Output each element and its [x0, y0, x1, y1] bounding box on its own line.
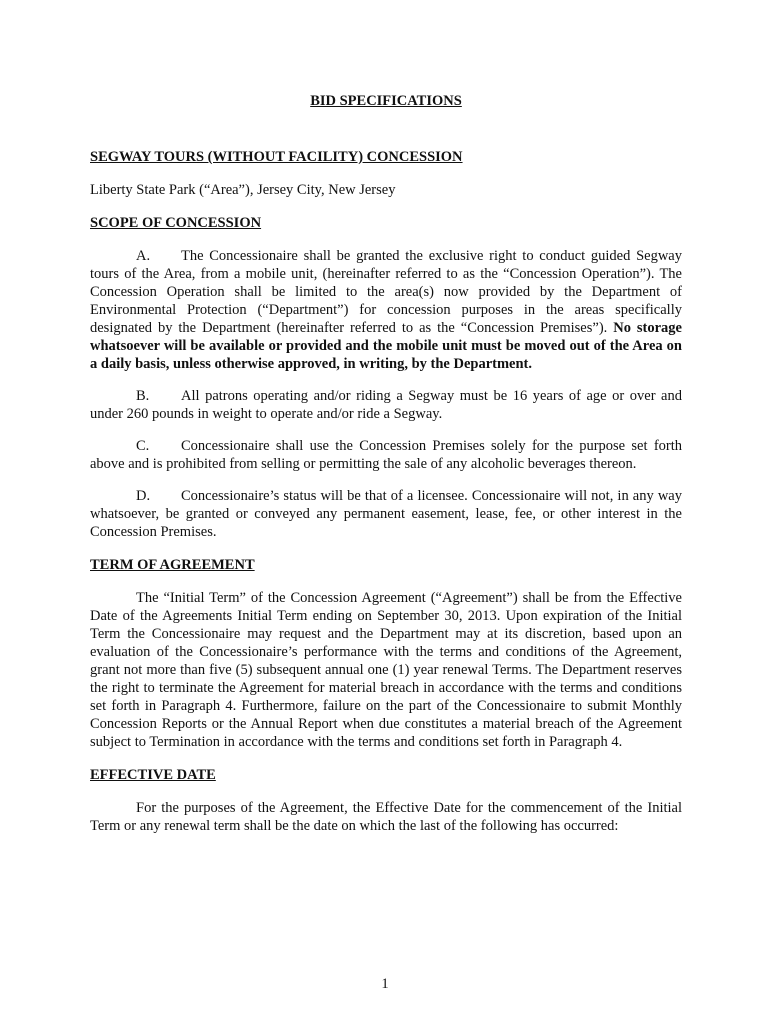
term-paragraph [90, 589, 682, 751]
scope-letter-b: B. [136, 388, 150, 404]
scope-text-d: Concessionaire’s status will be that of a licensee. Concessionaire will not, in any way whatsoever, be granted or conveyed any permanent easement, lease, fee, or other interest in the Concession Premises. [90, 488, 682, 540]
scope-text-c: Concessionaire shall use the Concession Premises solely for the purpose set forth above and is prohibited from selling or permitting the sale of any alcoholic beverages thereon. [90, 438, 682, 472]
scope-paragraph-c [90, 437, 682, 473]
document-title: BID SPECIFICATIONS [310, 93, 462, 109]
page-number: 1 [381, 976, 389, 992]
scope-letter-a: A. [136, 248, 151, 264]
term-text: The “Initial Term” of the Concession Agreement (“Agreement”) shall be from the Effective Date of the Agreements Initial Term ending on September 30, 2013. Upon expiration of the Initial Term the Concessionaire may request and the Department may at its discretion, based upon an evaluation of the Concessionaire’s performance with the terms and conditions of the Agreement, grant not more than five (5) subsequent annual one (1) year renewal Terms. The Department reserves the right to terminate the Agreement for material breach in accordance with the terms and conditions set forth in Paragraph 4. Furthermore, failure on the part of the Concessionaire to submit Monthly Concession Reports or the Annual Report when due constitutes a material breach of the Agreement subject to Termination in accordance with the terms and conditions set forth in Paragraph 4. [90, 590, 682, 750]
effective-text: For the purposes of the Agreement, the Effective Date for the commencement of the Initial Term or any renewal term shall be the date on which the last of the following has occurred: [90, 800, 682, 834]
scope-letter-d: D. [136, 488, 151, 504]
effective-heading: EFFECTIVE DATE [90, 767, 216, 783]
scope-paragraph-d [90, 487, 682, 541]
scope-text-a: The Concessionaire shall be granted the exclusive right to conduct guided Segway tours of the Area, from a mobile unit, (hereinafter referred to as the “Concession Operation”). The Concession Operation shall be limited to the area(s) now provided by the Department of Environmental Protection (“Department”) for concession purposes in the areas specifically designated by the Department (hereinafter referred to as the “Concession Premises”). [90, 248, 682, 336]
scope-bold-text-a: No storage whatsoever will be available or provided and the mobile unit must be moved out of the Area on a daily basis, unless otherwise approved, in writing, by the Department. [90, 320, 682, 372]
scope-letter-c: C. [136, 438, 150, 454]
scope-text-b: All patrons operating and/or riding a Segway must be 16 years of age or over and under 260 pounds in weight to operate and/or ride a Segway. [90, 388, 682, 422]
scope-heading: SCOPE OF CONCESSION [90, 215, 262, 231]
document-subtitle: SEGWAY TOURS (WITHOUT FACILITY) CONCESSION [90, 149, 463, 165]
effective-paragraph [90, 799, 682, 835]
scope-paragraph-a [90, 247, 682, 373]
location-line: Liberty State Park (“Area”), Jersey City, New Jersey [90, 182, 396, 198]
scope-paragraph-b [90, 387, 682, 423]
term-heading: TERM OF AGREEMENT [90, 557, 255, 573]
document-page [90, 92, 682, 849]
